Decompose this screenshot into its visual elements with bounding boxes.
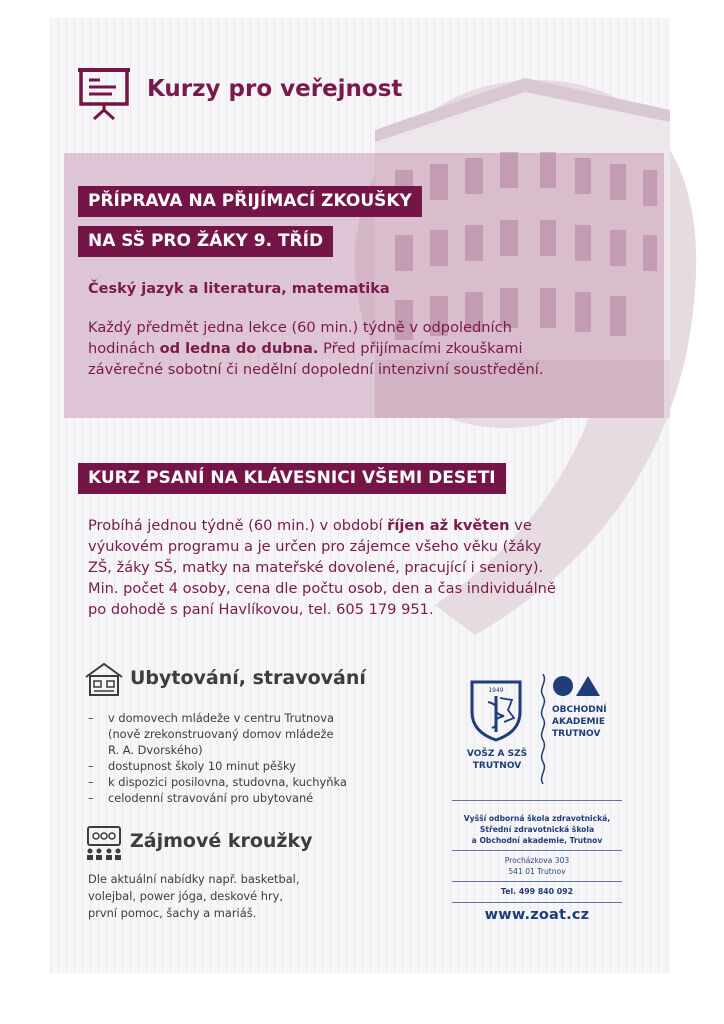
oa-line3: TRUTNOV [552,729,601,739]
list-item-continuation: R. A. Dvorského) [108,743,203,757]
course2-period: říjen až květen [387,517,510,534]
clubs-line3: první pomoc, šachy a mariáš. [88,906,257,920]
course2-line4: Min. počet 4 osoby, cena dle počtu osob, den a čas individuálně [88,580,556,597]
divider [452,902,622,903]
school-name-line1: Vyšší odborná škola zdravotnická, [463,814,611,823]
course2-description [88,515,608,620]
course2-line1-c: ve [509,517,532,534]
course2-line3: ZŠ, žáky SŠ, matky na mateřské dovolené, pracující i seniory). [88,559,544,576]
divider [452,800,622,801]
list-item: – v domovech mládeže v centru Trutnova [88,710,347,726]
school-website-link[interactable]: www.zoat.cz [484,907,590,923]
clubs-line1: Dle aktuální nabídky např. basketbal, [88,872,300,886]
vosz-crest-logo [468,678,524,742]
school-name-line2: Střední zdravotnická škola [479,825,595,834]
school-contact-block [452,796,622,923]
divider [452,850,622,851]
oa-line1: OBCHODNÍ [552,705,607,715]
course1-line2-c: Před přijímacími zkouškami [318,340,523,357]
house-icon [84,661,124,697]
crest-caption [464,748,530,772]
school-phone: Tel. 499 840 092 [500,887,574,896]
crest-line1: VOŠZ A SZŠ [466,749,528,759]
page-title: Kurzy pro veřejnost [147,76,403,102]
divider [452,881,622,882]
wavy-divider [538,674,548,784]
list-item-continuation: (nově zrekonstruovaný domov mládeže [108,727,334,741]
presentation-board-icon [78,66,130,120]
course1-line3: závěrečné sobotní či nedělní dopolední intenzivní soustředění. [88,361,544,378]
oa-line2: AKADEMIE [552,717,605,727]
course2-line2: výukovém programu a je určen pro zájemce všeho věku (žáky [88,538,542,555]
group-activities-icon [84,825,124,861]
school-name [452,805,622,846]
course1-line1: Každý předmět jedna lekce (60 min.) týdně v odpoledních [88,319,512,336]
accommodation-list [88,710,347,806]
crest-year: 1949 [488,687,504,694]
list-item: – k dispozici posilovna, studovna, kuchyňka [88,774,347,790]
course2-line5: po dohodě s paní Havlíkovou, tel. 605 179 951. [88,601,434,618]
course1-title-line1: PŘÍPRAVA NA PŘIJÍMACÍ ZKOUŠKY [78,186,422,217]
accommodation-title: Ubytování, stravování [130,667,366,689]
course2-line1 [88,515,608,536]
course1-period: od ledna do dubna. [159,340,319,357]
course1-title-line2: NA SŠ PRO ŽÁKY 9. TŘÍD [78,226,333,257]
course2-title: KURZ PSANÍ NA KLÁVESNICI VŠEMI DESETI [78,463,506,494]
address-city: 541 01 Trutnov [508,867,566,876]
list-item: – dostupnost školy 10 minut pěšky [88,758,347,774]
oa-caption [552,704,607,740]
school-address [452,855,622,877]
course1-description [88,317,608,380]
address-street: Procházkova 303 [504,856,570,865]
school-name-line3: a Obchodní akademie, Trutnov [471,836,603,845]
list-item: – celodenní stravování pro ubytované [88,790,347,806]
course1-subtitle: Český jazyk a literatura, matematika [88,281,390,297]
course1-line2-a: hodinách [88,340,160,357]
course2-line1-a: Probíhá jednou týdně (60 min.) v období [88,517,388,534]
crest-line2: TRUTNOV [472,761,522,771]
oa-circle-triangle-logo [552,675,602,697]
clubs-description [88,871,299,922]
clubs-line2: volejbal, power jóga, deskové hry, [88,889,284,903]
clubs-title: Zájmové kroužky [130,830,313,852]
course1-line2 [88,338,608,359]
